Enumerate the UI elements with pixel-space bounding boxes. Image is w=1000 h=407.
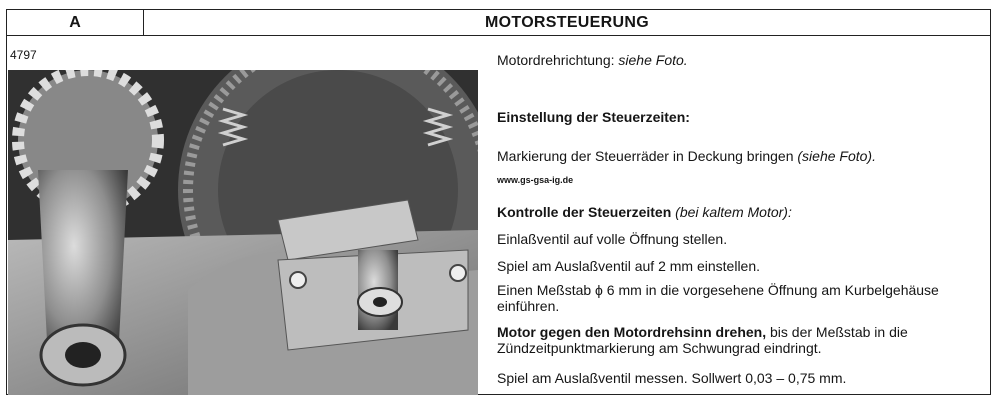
- step-4: Motor gegen den Motordrehsinn drehen, bis der Meßstab in die Zündzeitpunktmarkierung am Schwungrad eindringt.: [497, 324, 908, 356]
- control-heading-line: Kontrolle der Steuerzeiten (bei kaltem Motor):: [497, 204, 792, 220]
- page-header: [6, 9, 991, 36]
- rotation-line: Motordrehrichtung: siehe Foto.: [497, 52, 688, 68]
- step-2: Spiel am Auslaßventil auf 2 mm einstellen.: [497, 258, 761, 274]
- website-url: www.gs-gsa-ig.de: [497, 175, 574, 185]
- page-title: MOTORSTEUERUNG: [485, 13, 649, 31]
- section-letter: A: [7, 10, 144, 35]
- engine-photo: [8, 70, 478, 395]
- step-3: Einen Meßstab ϕ 6 mm in die vorgesehene Öffnung am Kurbelgehäuse einführen.: [497, 282, 939, 314]
- photo-number: 4797: [10, 48, 37, 62]
- step-5: Spiel am Auslaßventil messen. Sollwert 0,03 – 0,75 mm.: [497, 370, 847, 386]
- step-1: Einlaßventil auf volle Öffnung stellen.: [497, 231, 728, 247]
- timing-heading: Einstellung der Steuerzeiten:: [497, 109, 690, 125]
- marking-line: Markierung der Steuerräder in Deckung bringen (siehe Foto).: [497, 148, 876, 164]
